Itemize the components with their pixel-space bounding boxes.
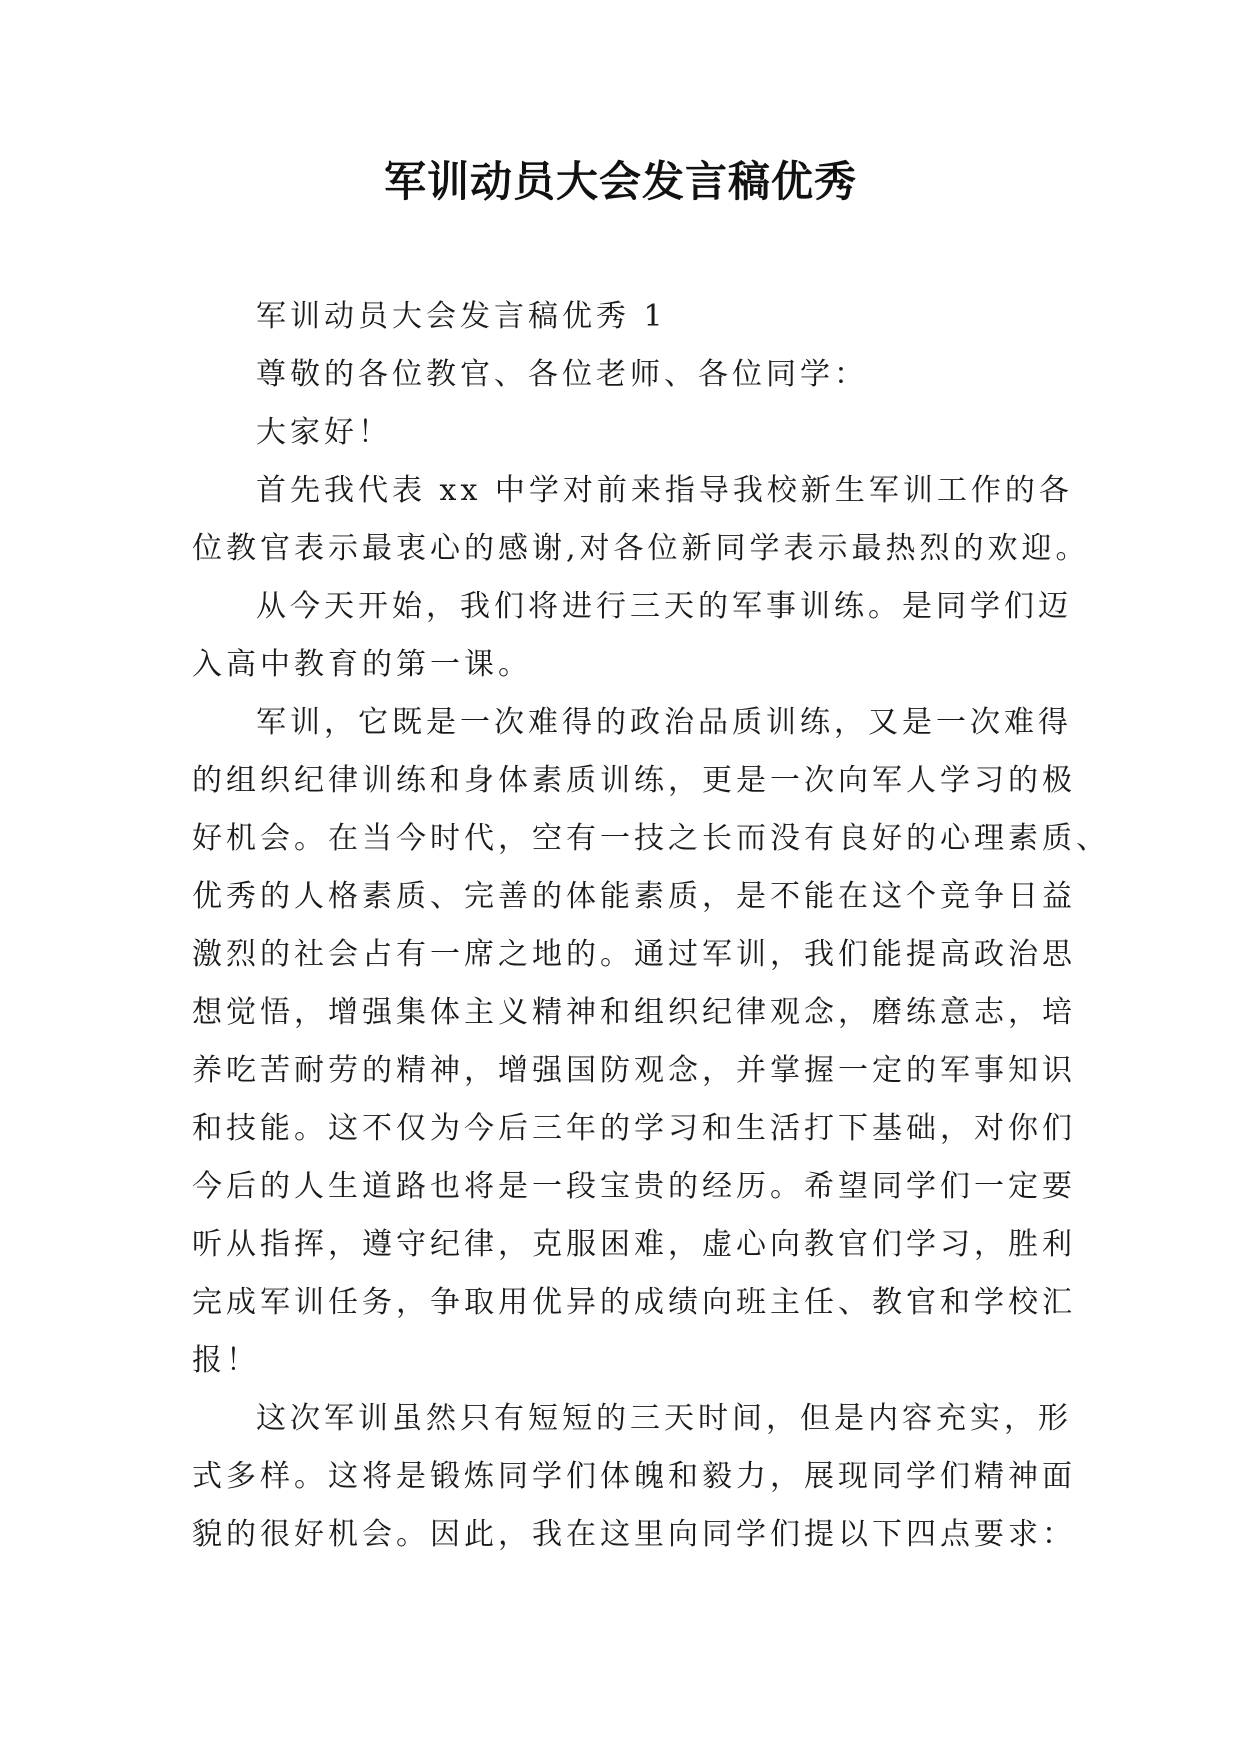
paragraph-greeting bbox=[192, 404, 1072, 462]
paragraph-start bbox=[192, 578, 1072, 694]
text-line: 的组织纪律训练和身体素质训练，更是一次向军人学习的极 bbox=[192, 763, 1076, 798]
paragraph-salutation bbox=[192, 346, 1072, 404]
text-line: 养吃苦耐劳的精神，增强国防观念，并掌握一定的军事知识 bbox=[192, 1053, 1076, 1088]
text-line: 和技能。这不仅为今后三年的学习和生活打下基础，对你们 bbox=[192, 1111, 1076, 1146]
text-line: 军训，它既是一次难得的政治品质训练，又是一次难得 bbox=[256, 705, 1072, 740]
text-line: 激烈的社会占有一席之地的。通过军训，我们能提高政治思 bbox=[192, 937, 1076, 972]
text-line: 首先我代表 xx 中学对前来指导我校新生军训工作的各 bbox=[256, 473, 1073, 508]
text-line: 优秀的人格素质、完善的体能素质，是不能在这个竞争日益 bbox=[192, 879, 1076, 914]
paragraph-requirements bbox=[192, 1390, 1076, 1564]
paragraph-welcome bbox=[192, 462, 1090, 578]
text-line: 式多样。这将是锻炼同学们体魄和毅力，展现同学们精神面 bbox=[192, 1459, 1076, 1494]
text-line: 今后的人生道路也将是一段宝贵的经历。希望同学们一定要 bbox=[192, 1169, 1076, 1204]
text-line: 位教官表示最衷心的感谢,对各位新同学表示最热烈的欢迎。 bbox=[192, 531, 1090, 566]
text-line: 貌的很好机会。因此，我在这里向同学们提以下四点要求： bbox=[192, 1517, 1076, 1552]
text-line: 这次军训虽然只有短短的三天时间，但是内容充实，形 bbox=[256, 1401, 1072, 1436]
text-line: 从今天开始，我们将进行三天的军事训练。是同学们迈 bbox=[256, 589, 1072, 624]
text-line: 听从指挥，遵守纪律，克服困难，虚心向教官们学习，胜利 bbox=[192, 1227, 1076, 1262]
text-line: 好机会。在当今时代，空有一技之长而没有良好的心理素质、 bbox=[192, 821, 1110, 856]
text-line: 军训动员大会发言稿优秀 1 bbox=[256, 299, 667, 334]
text-line: 想觉悟，增强集体主义精神和组织纪律观念，磨练意志，培 bbox=[192, 995, 1076, 1030]
paragraph-subtitle bbox=[192, 288, 1072, 346]
text-line: 尊敬的各位教官、各位老师、各位同学： bbox=[256, 357, 868, 392]
text-line: 入高中教育的第一课。 bbox=[192, 647, 532, 682]
text-line: 大家好！ bbox=[256, 415, 392, 450]
text-line: 完成军训任务，争取用优异的成绩向班主任、教官和学校汇 bbox=[192, 1285, 1076, 1320]
document-title: 军训动员大会发言稿优秀 bbox=[383, 157, 857, 206]
text-line: 报！ bbox=[192, 1343, 260, 1378]
paragraph-significance bbox=[192, 694, 1110, 1390]
document-body bbox=[192, 288, 1110, 1564]
